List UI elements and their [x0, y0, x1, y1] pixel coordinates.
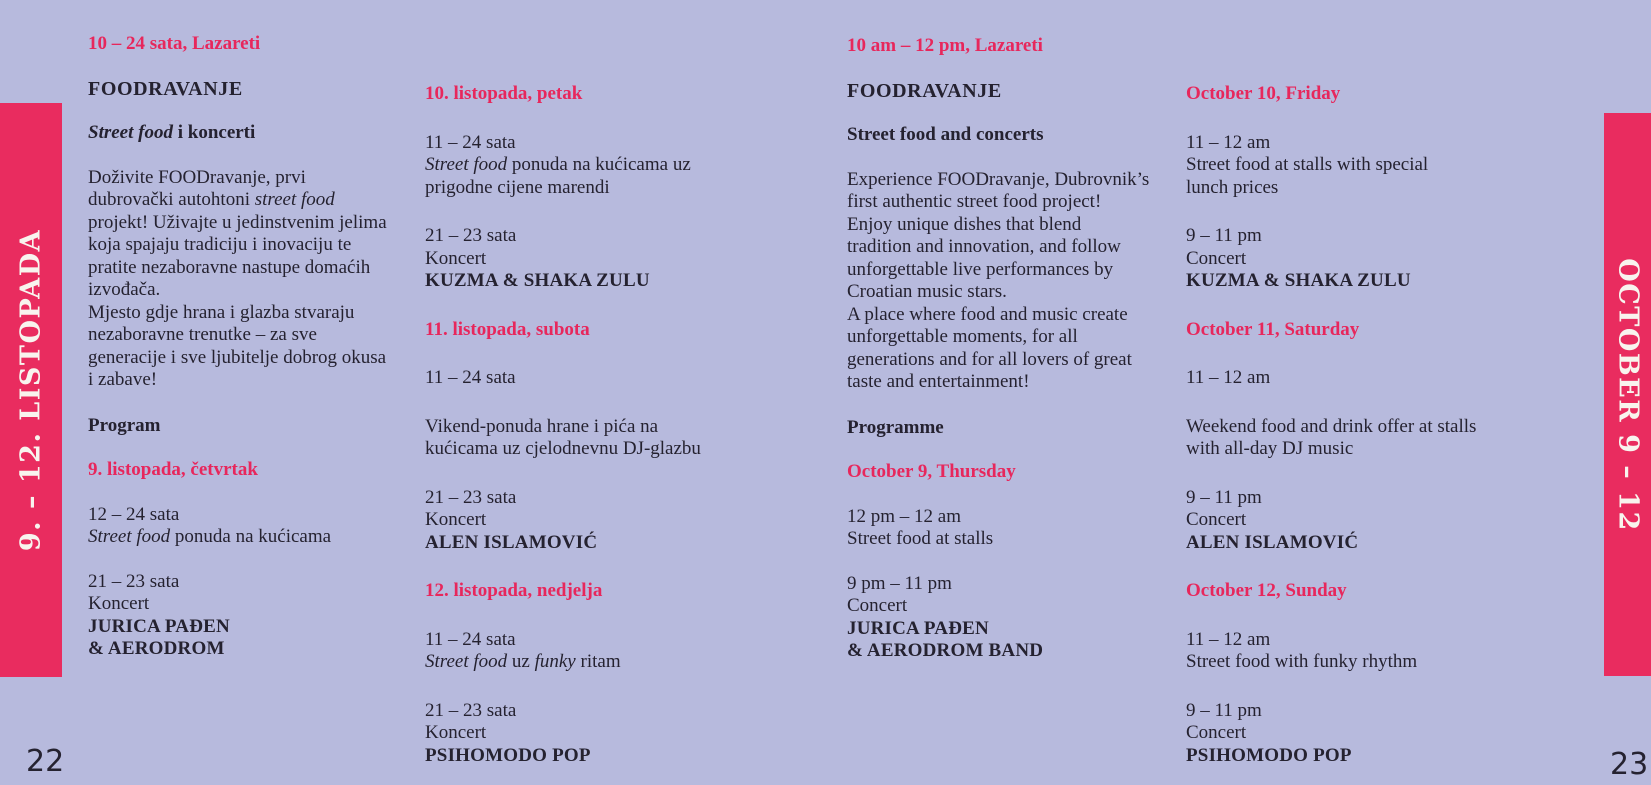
intro-paragraph — [847, 169, 1182, 394]
day-heading: October 12, Sunday — [1186, 580, 1347, 601]
event-time: 9 – 11 pm — [1186, 486, 1262, 508]
intro-line: Experience FOODravanje, Dubrovnik’s — [847, 168, 1150, 190]
intro-line: Croatian music stars. — [847, 281, 1007, 302]
day-heading: 10. listopada, petak — [425, 83, 583, 104]
concert-label: Concert — [1186, 247, 1247, 269]
venue-time-heading: 10 – 24 sata, Lazareti — [88, 33, 261, 54]
concert-label: Koncert — [425, 509, 487, 530]
artist-name: & AERODROM — [88, 638, 225, 659]
event-title: FOODRAVANJE — [847, 79, 1002, 102]
event-description: prigodne cijene marendi — [425, 176, 610, 198]
event-description: Weekend food and drink offer at stalls — [1186, 415, 1477, 437]
event-subtitle: Street food and concerts — [847, 124, 1044, 145]
artist-name: ALEN ISLAMOVIĆ — [1186, 531, 1359, 553]
intro-line: pratite nezaboravne nastupe domaćih — [88, 256, 371, 278]
offer-block — [1186, 132, 1576, 200]
event-time: 21 – 23 sata — [425, 225, 517, 246]
artist-name: PSIHOMODO POP — [425, 744, 591, 766]
english-info-column — [847, 35, 1182, 663]
intro-line: Enjoy unique dishes that blend — [847, 213, 1082, 235]
event-time: 11 – 24 sata — [425, 131, 516, 153]
intro-line: projekt! Uživajte u jedinstvenim jelima — [88, 211, 387, 233]
event-description: lunch prices — [1186, 176, 1279, 198]
event-description: Vikend-ponuda hrane i pića na — [425, 415, 659, 437]
concert-block — [425, 487, 755, 555]
day-heading: October 9, Thursday — [847, 461, 1016, 482]
intro-line: i zabave! — [88, 369, 158, 390]
left-banner-label: 9. – 12. LISTOPADA — [15, 228, 47, 552]
concert-block — [1186, 487, 1576, 555]
event-description: Street food at stalls — [847, 528, 994, 549]
page-number-left: 22 — [26, 744, 65, 779]
day-heading: 9. listopada, četvrtak — [88, 459, 258, 480]
event-description: kućicama uz cjelodnevnu DJ-glazbu — [425, 438, 701, 459]
concert-block — [425, 700, 755, 768]
offer-block — [1186, 629, 1576, 674]
day-heading: 11. listopada, subota — [425, 318, 590, 340]
intro-line: first authentic street food project! — [847, 191, 1102, 212]
offer-description-block — [425, 416, 755, 461]
artist-name: JURICA PAĐEN — [847, 617, 989, 639]
concert-block — [847, 573, 1182, 663]
intro-line: taste and entertainment! — [847, 371, 1030, 392]
concert-block — [88, 571, 418, 661]
intro-line: unforgettable live performances by — [847, 258, 1114, 280]
artist-name: KUZMA & SHAKA ZULU — [1186, 270, 1411, 291]
concert-label: Concert — [1186, 509, 1247, 530]
subtitle-rest-part: i koncerti — [172, 122, 256, 143]
page-number-right: 23 — [1610, 747, 1649, 782]
event-time: 11 – 12 am — [1186, 367, 1271, 388]
left-page-edge-banner — [0, 103, 62, 677]
program-heading: Program — [88, 414, 161, 436]
concert-label: Concert — [1186, 722, 1247, 743]
event-time: 11 – 24 sata — [425, 628, 516, 650]
day-heading: October 10, Friday — [1186, 83, 1341, 104]
event-description: Street food uz funky ritam — [425, 651, 621, 672]
intro-line: nezaboravne trenutke – za sve — [88, 324, 317, 345]
event-time: 12 pm – 12 am — [847, 505, 961, 527]
event-time: 11 – 12 am — [1186, 628, 1271, 650]
intro-line: A place where food and music create — [847, 303, 1128, 325]
concert-block — [1186, 225, 1576, 293]
right-page-edge-banner — [1604, 113, 1651, 676]
artist-name: & AERODROM BAND — [847, 640, 1044, 661]
artist-name: JURICA PAĐEN — [88, 615, 230, 637]
event-description: with all-day DJ music — [1186, 438, 1354, 459]
croatian-info-column — [88, 33, 418, 661]
offer-block — [425, 132, 755, 200]
croatian-schedule-column — [425, 83, 755, 767]
event-time: 21 – 23 sata — [425, 699, 517, 721]
event-description: Street food ponuda na kućicama — [88, 526, 332, 547]
event-description: Street food at stalls with special — [1186, 154, 1429, 175]
event-time: 11 – 12 am — [1186, 131, 1271, 153]
event-time: 21 – 23 sata — [88, 570, 180, 592]
event-time: 12 – 24 sata — [88, 503, 180, 525]
day-heading: 12. listopada, nedjelja — [425, 580, 603, 601]
event-time: 9 – 11 pm — [1186, 225, 1262, 246]
intro-line: tradition and innovation, and follow — [847, 236, 1121, 257]
event-time: 9 pm – 11 pm — [847, 572, 952, 594]
day-heading: October 11, Saturday — [1186, 318, 1360, 340]
concert-block — [1186, 700, 1576, 768]
artist-name: KUZMA & SHAKA ZULU — [425, 270, 650, 291]
event-time: 11 – 24 sata — [425, 367, 516, 388]
subtitle-italic-part: Street food — [88, 122, 173, 143]
intro-line: koja spajaju tradiciju i inovaciju te — [88, 234, 352, 255]
intro-line: generations and for all lovers of great — [847, 348, 1132, 370]
concert-label: Koncert — [88, 593, 150, 614]
intro-line: Doživite FOODravanje, prvi — [88, 166, 306, 188]
concert-block — [425, 225, 755, 293]
artist-name: ALEN ISLAMOVIĆ — [425, 531, 598, 553]
concert-label: Koncert — [425, 247, 487, 269]
event-subtitle — [88, 122, 418, 145]
intro-line: generacije i sve ljubitelje dobrog okusa — [88, 346, 387, 368]
concert-label: Concert — [847, 595, 908, 616]
offer-description-block — [1186, 416, 1576, 461]
english-schedule-column — [1186, 83, 1576, 767]
offer-block — [88, 504, 418, 549]
program-heading: Programme — [847, 416, 944, 438]
intro-line: izvođača. — [88, 279, 161, 300]
intro-line: Mjesto gdje hrana i glazba stvaraju — [88, 301, 355, 323]
intro-line: dubrovački autohtoni street food — [88, 189, 335, 210]
concert-label: Koncert — [425, 722, 487, 743]
intro-paragraph — [88, 167, 418, 392]
event-title: FOODRAVANJE — [88, 77, 243, 100]
venue-time-heading: 10 am – 12 pm, Lazareti — [847, 35, 1043, 56]
offer-block — [847, 506, 1182, 551]
artist-name: PSIHOMODO POP — [1186, 744, 1352, 766]
event-time: 9 – 11 pm — [1186, 699, 1262, 721]
offer-block — [425, 629, 755, 674]
right-banner-label: OCTOBER 9 – 12 — [1612, 257, 1643, 532]
event-description: Street food with funky rhythm — [1186, 651, 1418, 672]
event-time: 21 – 23 sata — [425, 486, 517, 508]
intro-line: unforgettable moments, for all — [847, 326, 1078, 347]
event-description: Street food ponuda na kućicama uz — [425, 154, 691, 175]
